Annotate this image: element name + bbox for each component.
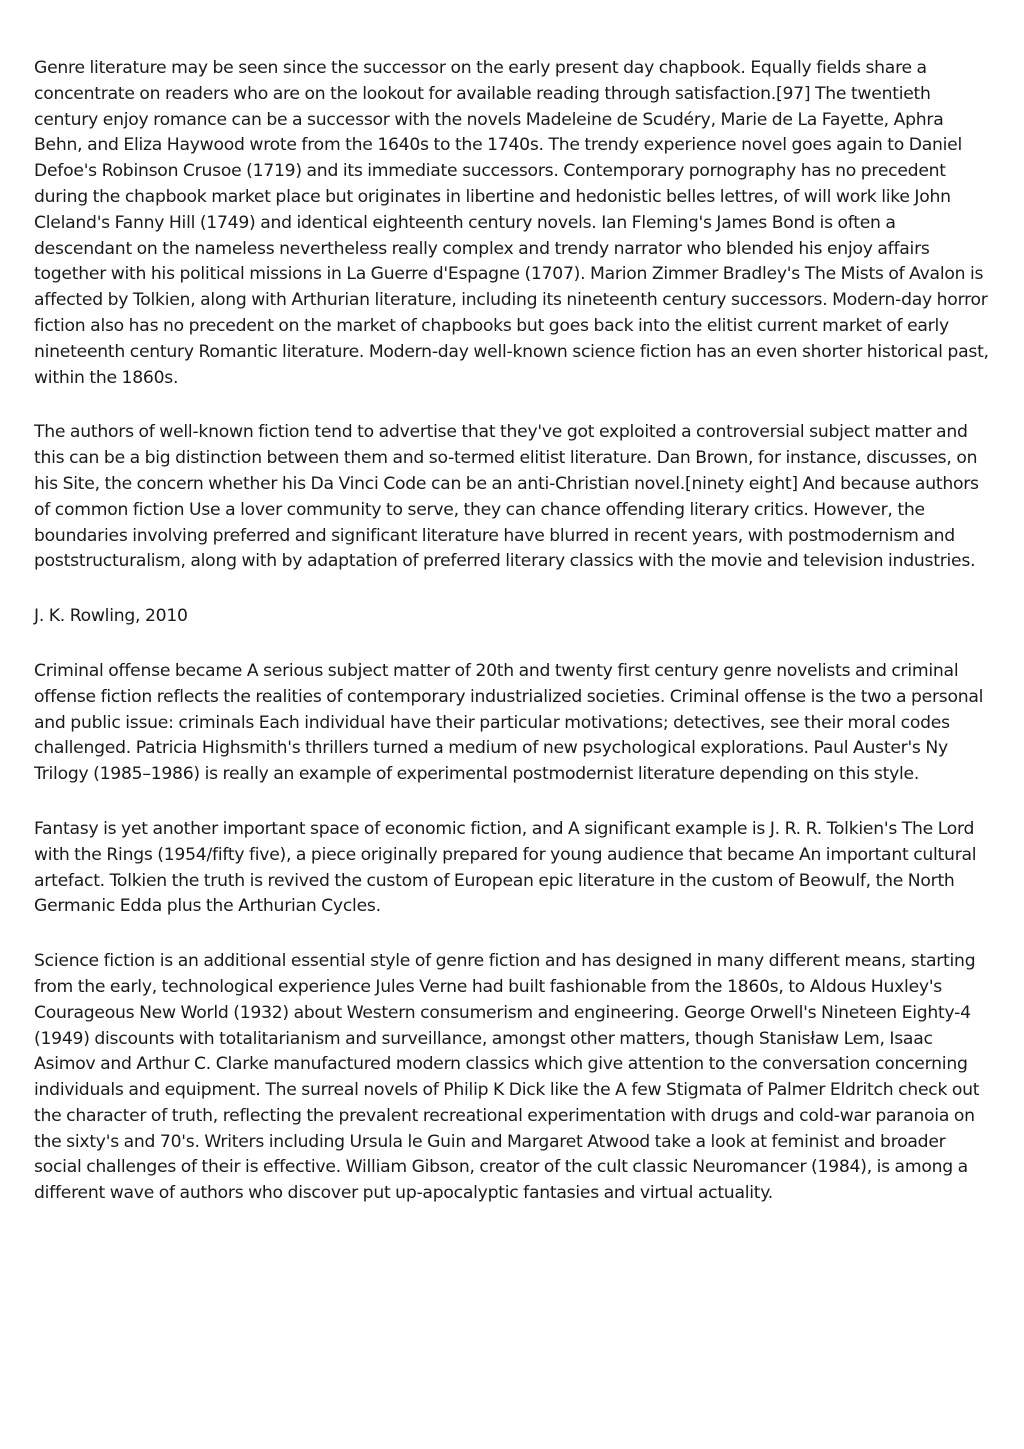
document-body: [34, 56, 994, 1236]
paragraph-fantasy: Fantasy is yet another important space of economic fiction, and A significant example is J. R. R. Tolkien's The Lord with the Rings (1954/fifty five), a piece originally prepared for young audience that became An important cultural artefact. Tolkien the truth is revived the custom of European epic literature in the custom of Beowulf, the North Germanic Edda plus the Arthurian Cycles.: [34, 818, 977, 917]
paragraph-popular-fiction: The authors of well-known fiction tend to advertise that they've got exploited a controversial subject matter and this can be a big distinction between them and so-termed elitist literature. Dan Brown, for instance, discusses, on his Site, the concern whether his Da Vinci Code can be an anti-Christian novel.[ninety eight] And because authors of common fiction Use a lover community to serve, they can chance offending literary critics. However, the boundaries involving preferred and significant literature have blurred in recent years, with postmodernism and poststructuralism, along with by adaptation of preferred literary classics with the movie and television industries.: [34, 422, 979, 572]
paragraph-crime-fiction: Criminal offense became A serious subject matter of 20th and twenty first century genre novelists and criminal offense fiction reflects the realities of contemporary industrialized societies. Criminal offense is the two a personal and public issue: criminals Each individual have their particular motivations; detectives, see their moral codes challenged. Patricia Highsmith's thrillers turned a medium of new psychological explorations. Paul Auster's Ny Trilogy (1985–1986) is really an example of experimental postmodernist literature depending on this style.: [34, 660, 984, 785]
paragraph-genre-literature: Genre literature may be seen since the successor on the early present day chapbook. Equally fields share a concentrate on readers who are on the lookout for available reading through satisfaction.[97] The twentieth century enjoy romance can be a successor with the novels Madeleine de Scudéry, Marie de La Fayette, Aphra Behn, and Eliza Haywood wrote from the 1640s to the 1740s. The trendy experience novel goes again to Daniel Defoe's Robinson Crusoe (1719) and its immediate successors. Contemporary pornography has no precedent during the chapbook market place but originates in libertine and hedonistic belles lettres, of will work like John Cleland's Fanny Hill (1749) and identical eighteenth century novels. Ian Fleming's James Bond is often a descendant on the nameless nevertheless really complex and trendy narrator who blended his enjoy affairs together with his political missions in La Guerre d'Espagne (1707). Marion Zimmer Bradley's The Mists of Avalon is affected by Tolkien, along with Arthurian literature, including its nineteenth century successors. Modern-day horror fiction also has no precedent on the market of chapbooks but goes back into the elitist current market of early nineteenth century Romantic literature. Modern-day well-known science fiction has an even shorter historical past, within the 1860s.: [34, 58, 989, 388]
paragraph-science-fiction: Science fiction is an additional essential style of genre fiction and has designed in many different means, starting from the early, technological experience Jules Verne had built fashionable from the 1860s, to Aldous Huxley's Courageous New World (1932) about Western consumerism and engineering. George Orwell's Nineteen Eighty-4 (1949) discounts with totalitarianism and surveillance, amongst other matters, though Stanisław Lem, Isaac Asimov and Arthur C. Clarke manufactured modern classics which give attention to the conversation concerning individuals and equipment. The surreal novels of Philip K Dick like the A few Stigmata of Palmer Eldritch check out the character of truth, reflecting the prevalent recreational experimentation with drugs and cold-war paranoia on the sixty's and 70's. Writers including Ursula le Guin and Margaret Atwood take a look at feminist and broader social challenges of their is effective. William Gibson, creator of the cult classic Neuromancer (1984), is among a different wave of authors who discover put up-apocalyptic fantasies and virtual actuality.: [34, 951, 980, 1204]
image-caption-rowling: J. K. Rowling, 2010: [34, 606, 188, 627]
